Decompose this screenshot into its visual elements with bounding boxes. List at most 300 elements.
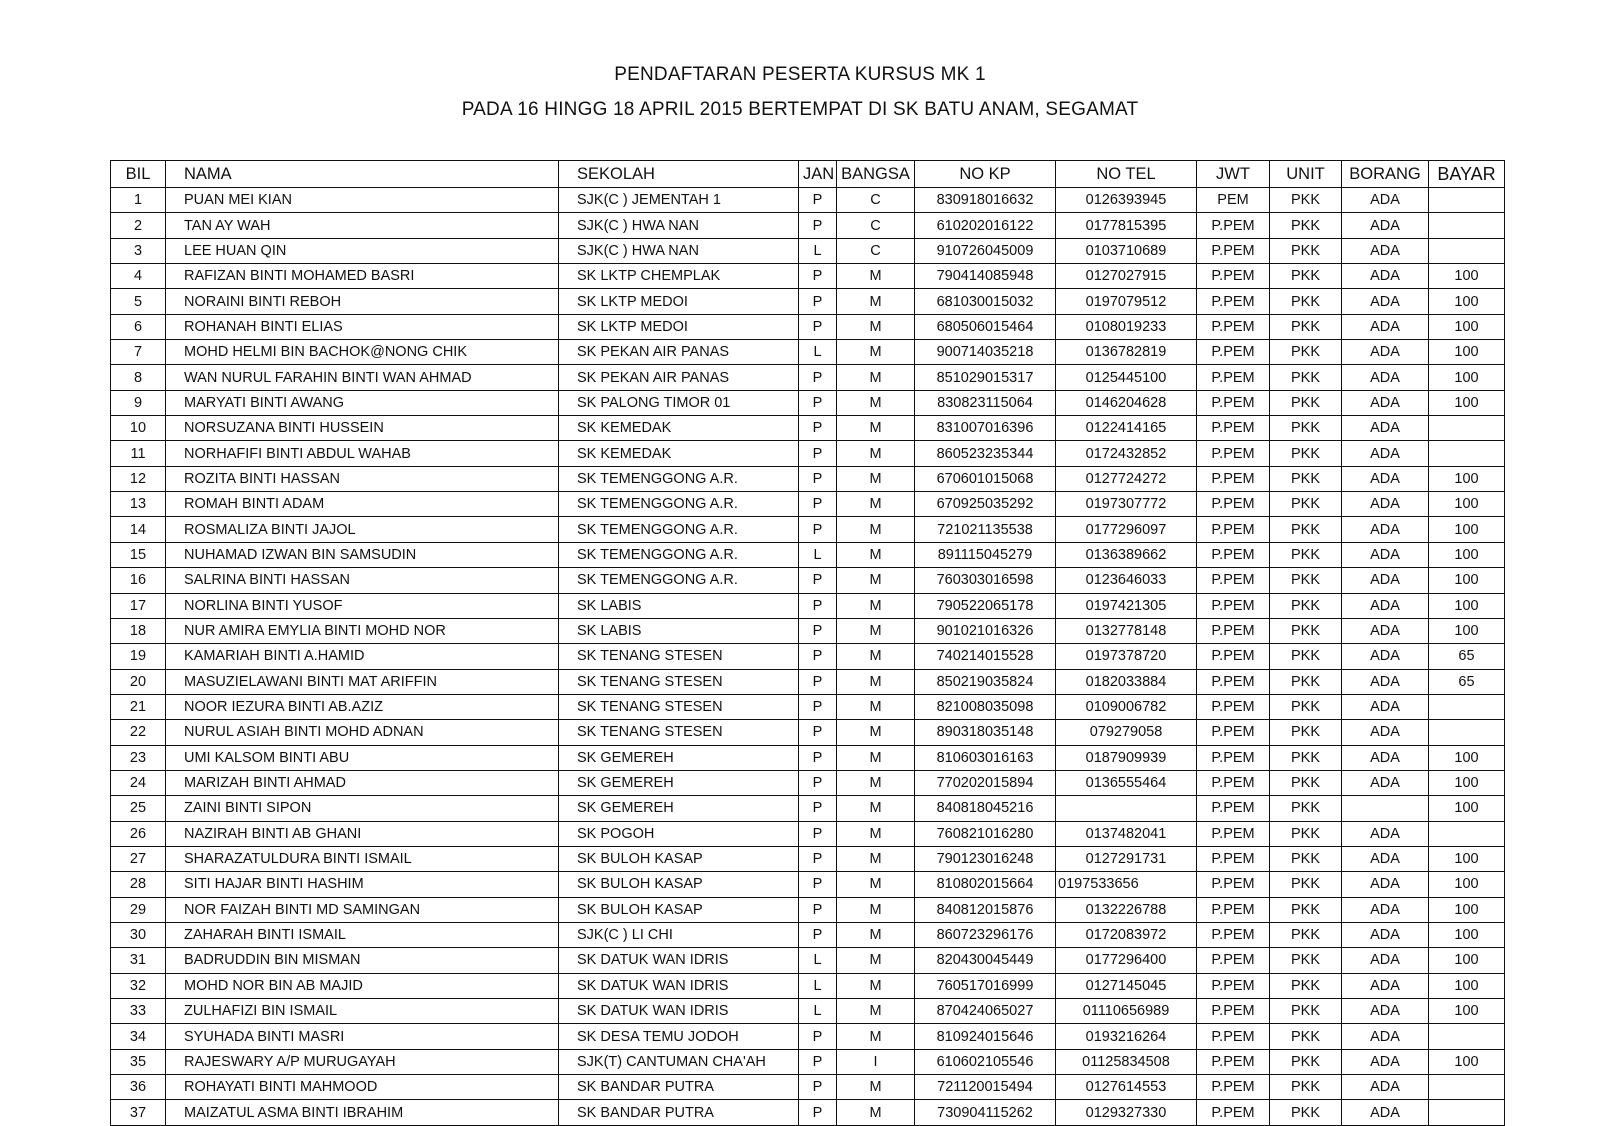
cell-jantina: P	[799, 517, 837, 542]
cell-bil: 36	[111, 1075, 166, 1100]
table-row	[111, 745, 1505, 770]
cell-borang: ADA	[1342, 694, 1429, 719]
cell-bangsa: M	[837, 872, 915, 897]
table-row	[111, 872, 1505, 897]
cell-bayar: 100	[1429, 948, 1505, 973]
cell-borang: ADA	[1342, 213, 1429, 238]
cell-bayar	[1429, 1100, 1505, 1125]
cell-jantina: P	[799, 872, 837, 897]
cell-jantina: P	[799, 669, 837, 694]
cell-sekolah: SK LKTP MEDOI	[559, 289, 799, 314]
table-row	[111, 365, 1505, 390]
cell-borang: ADA	[1342, 872, 1429, 897]
cell-jantina: P	[799, 745, 837, 770]
cell-no-kp: 900714035218	[915, 340, 1056, 365]
cell-bayar: 100	[1429, 314, 1505, 339]
cell-no-kp: 860523235344	[915, 441, 1056, 466]
cell-jawatan: P.PEM	[1197, 973, 1270, 998]
cell-no-kp: 721120015494	[915, 1075, 1056, 1100]
cell-no-tel: 0127291731	[1056, 846, 1197, 871]
table-row	[111, 644, 1505, 669]
cell-no-tel: 0197079512	[1056, 289, 1197, 314]
cell-bil: 11	[111, 441, 166, 466]
cell-bayar	[1429, 238, 1505, 263]
cell-borang: ADA	[1342, 264, 1429, 289]
cell-borang: ADA	[1342, 821, 1429, 846]
cell-no-tel: 0197378720	[1056, 644, 1197, 669]
cell-no-tel: 0197421305	[1056, 593, 1197, 618]
cell-unit: PKK	[1270, 416, 1342, 441]
cell-unit: PKK	[1270, 289, 1342, 314]
cell-bayar	[1429, 213, 1505, 238]
cell-unit: PKK	[1270, 973, 1342, 998]
cell-no-kp: 901021016326	[915, 618, 1056, 643]
cell-nama: SYUHADA BINTI MASRI	[166, 1024, 559, 1049]
cell-no-tel: 0127027915	[1056, 264, 1197, 289]
cell-bangsa: M	[837, 365, 915, 390]
cell-no-kp: 840812015876	[915, 897, 1056, 922]
cell-unit: PKK	[1270, 644, 1342, 669]
cell-bayar: 100	[1429, 289, 1505, 314]
cell-sekolah: SK BANDAR PUTRA	[559, 1075, 799, 1100]
cell-jantina: P	[799, 922, 837, 947]
table-row	[111, 466, 1505, 491]
cell-jantina: P	[799, 466, 837, 491]
cell-nama: BADRUDDIN BIN MISMAN	[166, 948, 559, 973]
participants-table	[110, 160, 1505, 1126]
header-unit: UNIT	[1270, 161, 1342, 188]
cell-sekolah: SK BULOH KASAP	[559, 872, 799, 897]
cell-nama: NUR AMIRA EMYLIA BINTI MOHD NOR	[166, 618, 559, 643]
cell-no-kp: 890318035148	[915, 720, 1056, 745]
cell-bangsa: M	[837, 770, 915, 795]
cell-jantina: P	[799, 492, 837, 517]
cell-bangsa: M	[837, 314, 915, 339]
cell-unit: PKK	[1270, 745, 1342, 770]
cell-nama: NORHAFIFI BINTI ABDUL WAHAB	[166, 441, 559, 466]
cell-bangsa: M	[837, 948, 915, 973]
cell-sekolah: SK PALONG TIMOR 01	[559, 390, 799, 415]
cell-jawatan: P.PEM	[1197, 1100, 1270, 1125]
cell-no-kp: 850219035824	[915, 669, 1056, 694]
cell-unit: PKK	[1270, 720, 1342, 745]
cell-sekolah: SK KEMEDAK	[559, 416, 799, 441]
cell-bangsa: M	[837, 618, 915, 643]
header-nama: NAMA	[166, 161, 559, 188]
cell-nama: ZAINI BINTI SIPON	[166, 796, 559, 821]
cell-borang: ADA	[1342, 897, 1429, 922]
cell-no-tel: 0122414165	[1056, 416, 1197, 441]
cell-jawatan: P.PEM	[1197, 1075, 1270, 1100]
cell-no-tel: 0182033884	[1056, 669, 1197, 694]
cell-nama: ZULHAFIZI BIN ISMAIL	[166, 999, 559, 1024]
cell-nama: NUHAMAD IZWAN BIN SAMSUDIN	[166, 542, 559, 567]
cell-no-kp: 730904115262	[915, 1100, 1056, 1125]
cell-nama: MOHD HELMI BIN BACHOK@NONG CHIK	[166, 340, 559, 365]
cell-jawatan: P.PEM	[1197, 1049, 1270, 1074]
cell-bil: 20	[111, 669, 166, 694]
cell-bangsa: M	[837, 1024, 915, 1049]
cell-unit: PKK	[1270, 213, 1342, 238]
cell-bil: 37	[111, 1100, 166, 1125]
cell-borang: ADA	[1342, 618, 1429, 643]
cell-sekolah: SK LKTP CHEMPLAK	[559, 264, 799, 289]
cell-borang: ADA	[1342, 542, 1429, 567]
document-title: PENDAFTARAN PESERTA KURSUS MK 1	[614, 64, 986, 85]
cell-unit: PKK	[1270, 948, 1342, 973]
cell-no-kp: 820430045449	[915, 948, 1056, 973]
cell-bangsa: C	[837, 188, 915, 213]
cell-no-kp: 810802015664	[915, 872, 1056, 897]
cell-no-tel: 0126393945	[1056, 188, 1197, 213]
table-row	[111, 568, 1505, 593]
cell-bayar: 100	[1429, 264, 1505, 289]
cell-no-tel: 0129327330	[1056, 1100, 1197, 1125]
cell-unit: PKK	[1270, 441, 1342, 466]
cell-unit: PKK	[1270, 340, 1342, 365]
cell-nama: LEE HUAN QIN	[166, 238, 559, 263]
cell-no-kp: 790522065178	[915, 593, 1056, 618]
cell-bil: 17	[111, 593, 166, 618]
cell-no-kp: 821008035098	[915, 694, 1056, 719]
cell-nama: NOR FAIZAH BINTI MD SAMINGAN	[166, 897, 559, 922]
cell-bangsa: M	[837, 517, 915, 542]
cell-unit: PKK	[1270, 872, 1342, 897]
cell-no-kp: 851029015317	[915, 365, 1056, 390]
cell-sekolah: SJK(C ) HWA NAN	[559, 238, 799, 263]
cell-no-tel: 01110656989	[1056, 999, 1197, 1024]
cell-sekolah: SK PEKAN AIR PANAS	[559, 365, 799, 390]
cell-nama: UMI KALSOM BINTI ABU	[166, 745, 559, 770]
cell-jantina: P	[799, 1024, 837, 1049]
cell-borang: ADA	[1342, 517, 1429, 542]
header-borang: BORANG	[1342, 161, 1429, 188]
cell-borang: ADA	[1342, 492, 1429, 517]
cell-bil: 34	[111, 1024, 166, 1049]
cell-sekolah: SK PEKAN AIR PANAS	[559, 340, 799, 365]
cell-jantina: P	[799, 694, 837, 719]
cell-jawatan: P.PEM	[1197, 720, 1270, 745]
cell-bangsa: M	[837, 999, 915, 1024]
cell-sekolah: SK KEMEDAK	[559, 441, 799, 466]
cell-nama: SALRINA BINTI HASSAN	[166, 568, 559, 593]
cell-no-tel: 0136555464	[1056, 770, 1197, 795]
cell-bangsa: M	[837, 264, 915, 289]
cell-no-kp: 840818045216	[915, 796, 1056, 821]
cell-jawatan: P.PEM	[1197, 238, 1270, 263]
cell-bayar: 100	[1429, 390, 1505, 415]
table-row	[111, 948, 1505, 973]
cell-nama: ROMAH BINTI ADAM	[166, 492, 559, 517]
cell-bil: 18	[111, 618, 166, 643]
cell-bayar: 100	[1429, 846, 1505, 871]
cell-bil: 13	[111, 492, 166, 517]
cell-borang: ADA	[1342, 846, 1429, 871]
cell-bil: 32	[111, 973, 166, 998]
table-row	[111, 314, 1505, 339]
cell-no-tel	[1056, 796, 1197, 821]
cell-unit: PKK	[1270, 314, 1342, 339]
table-row	[111, 542, 1505, 567]
cell-bayar: 100	[1429, 745, 1505, 770]
document-subtitle: PADA 16 HINGG 18 APRIL 2015 BERTEMPAT DI SK BATU ANAM, SEGAMAT	[461, 99, 1139, 120]
cell-jantina: L	[799, 340, 837, 365]
header-jwt: JWT	[1197, 161, 1270, 188]
cell-bayar: 100	[1429, 973, 1505, 998]
table-row	[111, 999, 1505, 1024]
cell-jawatan: P.PEM	[1197, 948, 1270, 973]
cell-no-tel: 01125834508	[1056, 1049, 1197, 1074]
cell-no-kp: 910726045009	[915, 238, 1056, 263]
cell-borang: ADA	[1342, 922, 1429, 947]
cell-no-kp: 790414085948	[915, 264, 1056, 289]
cell-borang: ADA	[1342, 314, 1429, 339]
cell-bil: 22	[111, 720, 166, 745]
cell-borang: ADA	[1342, 441, 1429, 466]
cell-jantina: P	[799, 618, 837, 643]
cell-no-tel: 0127724272	[1056, 466, 1197, 491]
cell-bangsa: M	[837, 542, 915, 567]
cell-bayar: 100	[1429, 618, 1505, 643]
cell-nama: NURUL ASIAH BINTI MOHD ADNAN	[166, 720, 559, 745]
cell-unit: PKK	[1270, 492, 1342, 517]
cell-no-tel: 0123646033	[1056, 568, 1197, 593]
cell-unit: PKK	[1270, 694, 1342, 719]
cell-bil: 5	[111, 289, 166, 314]
table-row	[111, 416, 1505, 441]
cell-bangsa: M	[837, 720, 915, 745]
cell-bil: 19	[111, 644, 166, 669]
cell-jawatan: P.PEM	[1197, 770, 1270, 795]
cell-borang: ADA	[1342, 1024, 1429, 1049]
cell-no-kp: 740214015528	[915, 644, 1056, 669]
cell-borang: ADA	[1342, 669, 1429, 694]
cell-sekolah: SK BULOH KASAP	[559, 846, 799, 871]
cell-no-tel: 0193216264	[1056, 1024, 1197, 1049]
cell-bayar: 100	[1429, 517, 1505, 542]
cell-jawatan: P.PEM	[1197, 897, 1270, 922]
cell-nama: KAMARIAH BINTI A.HAMID	[166, 644, 559, 669]
cell-no-kp: 830823115064	[915, 390, 1056, 415]
cell-no-tel: 0197307772	[1056, 492, 1197, 517]
cell-borang: ADA	[1342, 416, 1429, 441]
cell-sekolah: SK TENANG STESEN	[559, 694, 799, 719]
cell-unit: PKK	[1270, 188, 1342, 213]
cell-no-kp: 721021135538	[915, 517, 1056, 542]
cell-jawatan: P.PEM	[1197, 745, 1270, 770]
cell-nama: NORLINA BINTI YUSOF	[166, 593, 559, 618]
cell-nama: MOHD NOR BIN AB MAJID	[166, 973, 559, 998]
cell-bangsa: M	[837, 593, 915, 618]
table-row	[111, 188, 1505, 213]
cell-sekolah: SK TENANG STESEN	[559, 669, 799, 694]
cell-unit: PKK	[1270, 517, 1342, 542]
cell-borang: ADA	[1342, 340, 1429, 365]
cell-bayar: 100	[1429, 1049, 1505, 1074]
cell-sekolah: SK TENANG STESEN	[559, 644, 799, 669]
cell-bayar: 100	[1429, 922, 1505, 947]
cell-jawatan: P.PEM	[1197, 796, 1270, 821]
cell-no-kp: 670601015068	[915, 466, 1056, 491]
cell-bangsa: M	[837, 796, 915, 821]
cell-nama: TAN AY WAH	[166, 213, 559, 238]
cell-bangsa: M	[837, 846, 915, 871]
cell-bayar	[1429, 821, 1505, 846]
cell-unit: PKK	[1270, 821, 1342, 846]
cell-bayar: 100	[1429, 593, 1505, 618]
cell-nama: MARYATI BINTI AWANG	[166, 390, 559, 415]
table-row	[111, 492, 1505, 517]
cell-jawatan: P.PEM	[1197, 340, 1270, 365]
cell-bayar: 65	[1429, 644, 1505, 669]
table-row	[111, 1075, 1505, 1100]
table-row	[111, 796, 1505, 821]
cell-bangsa: M	[837, 390, 915, 415]
cell-unit: PKK	[1270, 618, 1342, 643]
cell-no-tel: 0177815395	[1056, 213, 1197, 238]
cell-bil: 30	[111, 922, 166, 947]
cell-bangsa: M	[837, 694, 915, 719]
cell-no-kp: 860723296176	[915, 922, 1056, 947]
cell-jantina: P	[799, 213, 837, 238]
cell-no-kp: 830918016632	[915, 188, 1056, 213]
cell-unit: PKK	[1270, 1049, 1342, 1074]
cell-borang: ADA	[1342, 466, 1429, 491]
table-row	[111, 973, 1505, 998]
cell-bayar: 100	[1429, 999, 1505, 1024]
cell-jawatan: P.PEM	[1197, 365, 1270, 390]
table-row	[111, 821, 1505, 846]
header-bil: BIL	[111, 161, 166, 188]
cell-jawatan: P.PEM	[1197, 694, 1270, 719]
cell-borang: ADA	[1342, 720, 1429, 745]
cell-sekolah: SK DATUK WAN IDRIS	[559, 948, 799, 973]
header-jan: JAN	[799, 161, 837, 188]
cell-jantina: P	[799, 441, 837, 466]
cell-no-tel: 0127614553	[1056, 1075, 1197, 1100]
table-row	[111, 1100, 1505, 1125]
cell-jantina: P	[799, 821, 837, 846]
cell-no-kp: 681030015032	[915, 289, 1056, 314]
cell-bil: 15	[111, 542, 166, 567]
table-row	[111, 720, 1505, 745]
cell-unit: PKK	[1270, 593, 1342, 618]
cell-borang: ADA	[1342, 238, 1429, 263]
cell-unit: PKK	[1270, 770, 1342, 795]
cell-no-tel: 0137482041	[1056, 821, 1197, 846]
cell-no-tel: 0136389662	[1056, 542, 1197, 567]
cell-jantina: L	[799, 948, 837, 973]
cell-nama: RAJESWARY A/P MURUGAYAH	[166, 1049, 559, 1074]
cell-no-tel: 0187909939	[1056, 745, 1197, 770]
cell-borang: ADA	[1342, 365, 1429, 390]
cell-bangsa: M	[837, 289, 915, 314]
cell-jantina: P	[799, 1075, 837, 1100]
header-no-tel: NO TEL	[1056, 161, 1197, 188]
cell-unit: PKK	[1270, 264, 1342, 289]
cell-sekolah: SK GEMEREH	[559, 770, 799, 795]
cell-nama: ROHANAH BINTI ELIAS	[166, 314, 559, 339]
cell-no-kp: 670925035292	[915, 492, 1056, 517]
cell-borang: ADA	[1342, 568, 1429, 593]
cell-bayar: 100	[1429, 466, 1505, 491]
cell-bangsa: C	[837, 238, 915, 263]
cell-borang: ADA	[1342, 644, 1429, 669]
cell-jawatan: P.PEM	[1197, 593, 1270, 618]
cell-bayar: 100	[1429, 365, 1505, 390]
cell-bil: 1	[111, 188, 166, 213]
cell-sekolah: SK BANDAR PUTRA	[559, 1100, 799, 1125]
cell-sekolah: SK TEMENGGONG A.R.	[559, 492, 799, 517]
cell-bayar: 100	[1429, 542, 1505, 567]
table-row	[111, 669, 1505, 694]
table-row	[111, 213, 1505, 238]
header-sekolah: SEKOLAH	[559, 161, 799, 188]
cell-nama: NORAINI BINTI REBOH	[166, 289, 559, 314]
cell-borang: ADA	[1342, 999, 1429, 1024]
cell-sekolah: SJK(T) CANTUMAN CHA'AH	[559, 1049, 799, 1074]
cell-borang: ADA	[1342, 593, 1429, 618]
cell-jawatan: P.PEM	[1197, 568, 1270, 593]
cell-bangsa: M	[837, 466, 915, 491]
cell-no-tel: 0197533656	[1056, 872, 1197, 897]
cell-jantina: P	[799, 264, 837, 289]
cell-bayar: 100	[1429, 796, 1505, 821]
table-row	[111, 618, 1505, 643]
cell-bayar	[1429, 720, 1505, 745]
cell-jawatan: PEM	[1197, 188, 1270, 213]
cell-jawatan: P.PEM	[1197, 999, 1270, 1024]
cell-bangsa: M	[837, 416, 915, 441]
cell-bil: 2	[111, 213, 166, 238]
cell-jantina: P	[799, 390, 837, 415]
cell-no-tel: 0132778148	[1056, 618, 1197, 643]
cell-bangsa: M	[837, 441, 915, 466]
cell-unit: PKK	[1270, 999, 1342, 1024]
cell-sekolah: SK TEMENGGONG A.R.	[559, 466, 799, 491]
cell-bayar	[1429, 694, 1505, 719]
cell-unit: PKK	[1270, 796, 1342, 821]
cell-unit: PKK	[1270, 365, 1342, 390]
cell-bangsa: M	[837, 1075, 915, 1100]
cell-no-kp: 760303016598	[915, 568, 1056, 593]
cell-bil: 7	[111, 340, 166, 365]
cell-sekolah: SK DATUK WAN IDRIS	[559, 999, 799, 1024]
cell-jawatan: P.PEM	[1197, 441, 1270, 466]
cell-jantina: P	[799, 593, 837, 618]
cell-jawatan: P.PEM	[1197, 517, 1270, 542]
cell-sekolah: SK TEMENGGONG A.R.	[559, 542, 799, 567]
cell-no-tel: 079279058	[1056, 720, 1197, 745]
cell-bayar	[1429, 416, 1505, 441]
table-row	[111, 1049, 1505, 1074]
cell-bayar: 100	[1429, 872, 1505, 897]
cell-unit: PKK	[1270, 390, 1342, 415]
cell-jawatan: P.PEM	[1197, 669, 1270, 694]
cell-bayar: 100	[1429, 897, 1505, 922]
cell-sekolah: SK POGOH	[559, 821, 799, 846]
cell-no-kp: 810603016163	[915, 745, 1056, 770]
cell-nama: ZAHARAH BINTI ISMAIL	[166, 922, 559, 947]
table-row	[111, 846, 1505, 871]
cell-nama: NAZIRAH BINTI AB GHANI	[166, 821, 559, 846]
cell-bayar	[1429, 1075, 1505, 1100]
table-row	[111, 922, 1505, 947]
cell-jantina: P	[799, 796, 837, 821]
table-row	[111, 1024, 1505, 1049]
cell-jantina: P	[799, 846, 837, 871]
cell-jawatan: P.PEM	[1197, 289, 1270, 314]
